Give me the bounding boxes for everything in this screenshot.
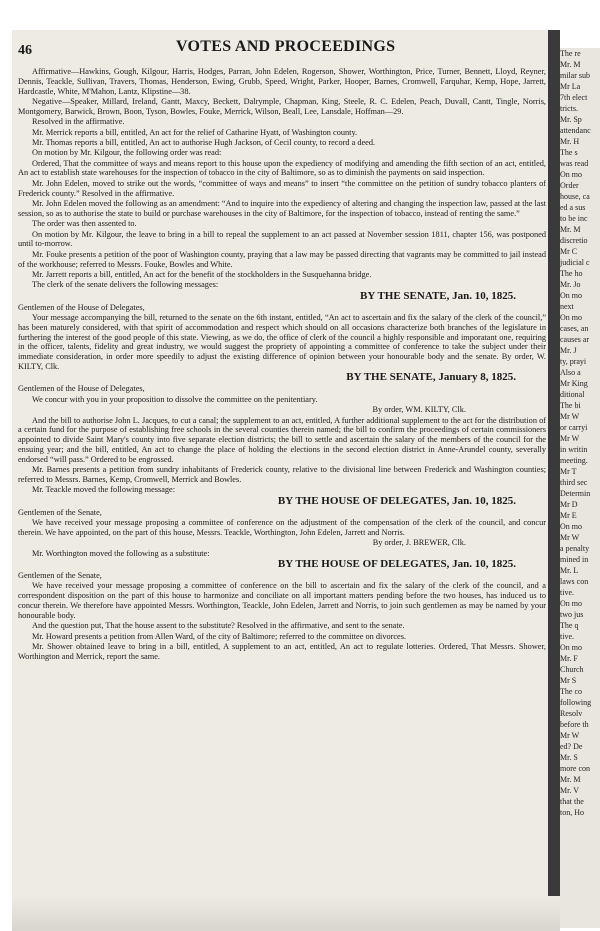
main-text-column <box>18 67 546 925</box>
facing-page-line: discretio <box>560 236 588 245</box>
facing-page-line: Resolv <box>560 709 583 718</box>
salutation: Gentlemen of the House of Delegates, <box>18 384 145 394</box>
facing-page-line: that the <box>560 797 584 806</box>
facing-page-line: two jus <box>560 610 584 619</box>
facing-page-line: ty, prayi <box>560 357 587 366</box>
paragraph: Mr. Worthington moved the following as a substitute: <box>32 548 210 558</box>
facing-page-line: On mo <box>560 522 582 531</box>
facing-page-line: milar sub <box>560 71 590 80</box>
facing-page-line: Mr. M <box>560 60 581 69</box>
facing-page-line: Mr. H <box>560 137 580 146</box>
facing-page-line: Mr La <box>560 82 581 91</box>
facing-page-line: or carryi <box>560 423 588 432</box>
facing-page-line: causes ar <box>560 335 590 344</box>
paragraph: Mr. Barnes presents a petition from sundry inhabitants of Frederick county, relative to the divisional line between Frederick and Washington counties; referred to Messrs. Barnes, Kemp, Cromwell, Merrick and Bowles. <box>18 465 546 485</box>
facing-page-line: Mr W <box>560 533 580 542</box>
facing-page-line: next <box>560 302 574 311</box>
paragraph: On motion by Mr. Kilgour, the following order was read: <box>32 148 222 158</box>
facing-page-line: Mr. S <box>560 753 578 762</box>
facing-page-line: On mo <box>560 599 582 608</box>
message-heading: BY THE HOUSE OF DELEGATES, Jan. 10, 1825. <box>277 494 516 507</box>
facing-page-line: Mr W <box>560 434 580 443</box>
paragraph: Mr. Howard presents a petition from Allen Ward, of the city of Baltimore; referred to the committee on divorces. <box>32 631 407 641</box>
facing-page-line: Mr. F <box>560 654 578 663</box>
facing-page-line: Mr. Jo <box>560 280 581 289</box>
facing-page-line: third sec <box>560 478 588 487</box>
facing-page-line: Mr D <box>560 500 578 509</box>
facing-page-line: On mo <box>560 643 582 652</box>
facing-page-line: house, ca <box>560 192 590 201</box>
facing-page-line: mined in <box>560 555 589 564</box>
facing-page-line: before th <box>560 720 589 729</box>
paragraph: We have received your message proposing a committee of conference on the adjustment of the compensation of the clerk of the council, and concur therein. We have appointed, on the part of this house, Messrs. Teackle, Worthington, John Edelen, Jarrett and Norris. <box>18 518 546 537</box>
page-header <box>12 30 560 60</box>
facing-page-line: The re <box>560 49 581 58</box>
paragraph: And the bill to authorise John L. Jacques, to cut a canal; the supplement to an act, entitled, A further additional supplement to the act for the distribution of a certain fund for the purpose of establishing free schools in the several counties therein named; the bill to confirm the proceedings of certain commissioners appointed to divide Saint Mary's county into five separate election districts; the bill to settle and ascertain the salary of the members of the council for the ensuing year; and the bill, entitled, An act to change the place of holding the elections in the second election district in Anne-Arundel county, severally endorsed “will pass.” Ordered to be engrossed. <box>18 415 546 464</box>
facing-page-line: Mr. M <box>560 225 581 234</box>
facing-page-line: meeting. <box>560 456 588 465</box>
facing-page-line: judicial c <box>560 258 590 267</box>
paragraph: Affirmative—Hawkins, Gough, Kilgour, Harris, Hodges, Parran, John Edelen, Rogerson, Shower, Worthington, Price, Turner, Bennett, Lloyd, Reyner, Dennis, Teackle, Sullivan, Travers, Thomas, Henderson, Ewing, Grubb, Speed, Wright, Parker, Hooper, Barnes, Cromwell, Farquhar, Kemp, Hope, Jarrett, Hardcastle, White, M'Mahon, Lantz, Klipstine—38. <box>18 67 546 96</box>
document-page <box>12 30 560 926</box>
facing-page-line: tricts. <box>560 104 578 113</box>
page-number: 46 <box>18 43 32 58</box>
facing-page-line: Mr W <box>560 731 580 740</box>
paragraph: On motion by Mr. Kilgour, the leave to bring in a bill to repeal the supplement to an act passed at November session 1811, chapter 156, was postponed until to-morrow. <box>18 229 546 249</box>
facing-page-line: ed a sus <box>560 203 586 212</box>
paragraph: Mr. Fouke presents a petition of the poor of Washington county, praying that a law may be passed directing that vagrants may be committed to jail instead of the workhouse; referred to Messrs. Fouke, Bowles and White. <box>18 249 546 269</box>
salutation: Gentlemen of the Senate, <box>18 507 102 517</box>
paragraph: Ordered, That the committee of ways and means report to this house upon the expediency of modifying and amending the fifth section of an act, entitled, An act to establish state warehouses for the inspection of tobacco in the city of Baltimore, so as to diminish the payments on said inspection. <box>18 158 546 178</box>
facing-page-line: On mo <box>560 170 582 179</box>
paragraph: Mr. John Edelen, moved to strike out the words, “committee of ways and means” to insert “the committee on the petition of sundry tobacco planters of Frederick county.” Resolved in the affirmative. <box>18 178 546 198</box>
paragraph: Mr. Jarrett reports a bill, entitled, An act for the benefit of the stockholders in the Susquehanna bridge. <box>32 269 372 279</box>
facing-page-line: tive. <box>560 588 574 597</box>
facing-page-line: Mr. J <box>560 346 577 355</box>
facing-page-line: Mr. Sp <box>560 115 582 124</box>
facing-page-line: tive. <box>560 632 574 641</box>
facing-page-line: Church <box>560 665 584 674</box>
salutation: Gentlemen of the Senate, <box>18 570 102 580</box>
paragraph: And the question put, That the house assent to the substitute? Resolved in the affirmative, and sent to the senate. <box>32 621 405 631</box>
running-title: VOTES AND PROCEEDINGS <box>176 38 396 55</box>
facing-page-line: Mr E <box>560 511 577 520</box>
facing-page-line: attendanc <box>560 126 591 135</box>
facing-page-line: a penalty <box>560 544 590 553</box>
signature-line: By order, WM. KILTY, Clk. <box>372 405 466 415</box>
page-bottom-edge <box>12 896 560 931</box>
book-gutter <box>548 30 560 926</box>
facing-page-line: The co <box>560 687 582 696</box>
salutation: Gentlemen of the House of Delegates, <box>18 302 145 312</box>
facing-page-line: On mo <box>560 313 582 322</box>
paragraph: Resolved in the affirmative. <box>32 117 125 127</box>
message-heading: BY THE SENATE, Jan. 10, 1825. <box>360 289 516 302</box>
paragraph: We have received your message proposing a committee of conference on the bill to ascertain and fix the salary of the clerk of the council, and a correspondent disposition on the part of this house to harmonize and conciliate on all important matters pending before the two houses, has induced us to concur therein. We therefore have appointed Messrs. Worthington, Teackle, John Edelen, Jarrett and Norris, to join such gentlemen as may be named by your honourable body. <box>18 581 546 620</box>
facing-page-line: Mr T <box>560 467 577 476</box>
facing-page-line: Mr. V <box>560 786 579 795</box>
facing-page-line: cases, an <box>560 324 589 333</box>
facing-page-line: in writin <box>560 445 588 454</box>
facing-page-line: ton, Ho <box>560 808 584 817</box>
paragraph: Mr. Teackle moved the following message: <box>32 485 176 495</box>
paragraph: Mr. John Edelen moved the following as an amendment: “And to inquire into the expediency of altering and changing the inspection law, passed at the last session, so as to authorise the state to build or purchase warehouses in the city of Baltimore, for the inspection of tobacco, instead of renting the same.” <box>18 198 546 218</box>
facing-page-line: Also a <box>560 368 581 377</box>
message-heading: BY THE HOUSE OF DELEGATES, Jan. 10, 1825. <box>277 557 516 570</box>
paragraph: We concur with you in your proposition to dissolve the committee on the penitentiary. <box>32 394 318 404</box>
paragraph: Your message accompanying the bill, returned to the senate on the 6th instant, entitled, “An act to ascertain and fix the salary of the clerk of the council,” has been maturely considered, with that spirit of accommodation and respect which should on all occasions characterize both branches of the legislature in furthering the interest of the good people of this state. Viewing, as we do, the office of clerk of the council a highly responsible and imporatant one, requiring in the officer, talents, fidelity and great industry, we would suggest the propriety of appointing a committee of conference to take the subject under their immediate consideration, in order more speedily to adjust the existing difference of opinion between your honourable body and the senate. By order, W. KILTY, Clk. <box>18 312 546 372</box>
facing-page-line: Mr. M <box>560 775 581 784</box>
paragraph: Mr. Merrick reports a bill, entitled, An act for the relief of Catharine Hyatt, of Washington county. <box>32 127 358 137</box>
facing-page-line: The ho <box>560 269 583 278</box>
facing-page-line: Mr W <box>560 412 580 421</box>
paragraph: The order was then assented to. <box>32 219 137 229</box>
facing-page-line: On mo <box>560 291 582 300</box>
message-heading: BY THE SENATE, January 8, 1825. <box>346 371 516 384</box>
facing-page-line: ditional <box>560 390 585 399</box>
facing-page-line: more con <box>560 764 590 773</box>
facing-page-line: Mr King <box>560 379 588 388</box>
facing-page-fragment <box>560 48 600 928</box>
facing-page-line: Order <box>560 181 579 190</box>
facing-page-line: The s <box>560 148 578 157</box>
facing-page-line: ed? De <box>560 742 583 751</box>
facing-page-line: Mr C <box>560 247 578 256</box>
signature-line: By order, J. BREWER, Clk. <box>372 538 466 548</box>
facing-page-line: Mr. L <box>560 566 579 575</box>
facing-page-line: Determin <box>560 489 591 498</box>
paragraph: Mr. Thomas reports a bill, entitled, An act to authorise Hugh Jackson, of Cecil county, to record a deed. <box>32 137 376 147</box>
paragraph: Negative—Speaker, Millard, Ireland, Gantt, Maxcy, Beckett, Dalrymple, Chapman, King, Steele, R. C. Edelen, Peach, Duvall, Cantt, Tingle, Norris, Montgomery, Barwick, Brown, Boon, Tyson, Bowles, Fouke, Merrick, Wilson, Beall, Lee, Lansdale, Hoffman—29. <box>18 97 546 116</box>
paragraph: The clerk of the senate delivers the following messages: <box>32 280 219 290</box>
facing-page-line: to be inc <box>560 214 588 223</box>
facing-page-line: laws con <box>560 577 589 586</box>
facing-page-line: The bi <box>560 401 581 410</box>
facing-page-line: was read <box>560 159 589 168</box>
paragraph: Mr. Shower obtained leave to bring in a bill, entitled, A supplement to an act, entitled, An act to regulate lotteries. Ordered, That Messrs. Shower, Worthington and Merrick, report the same. <box>18 641 546 661</box>
facing-page-line: 7th elect <box>560 93 588 102</box>
facing-page-line: The q <box>560 621 579 630</box>
facing-page-line: Mr S <box>560 676 577 685</box>
facing-page-line: following <box>560 698 592 707</box>
